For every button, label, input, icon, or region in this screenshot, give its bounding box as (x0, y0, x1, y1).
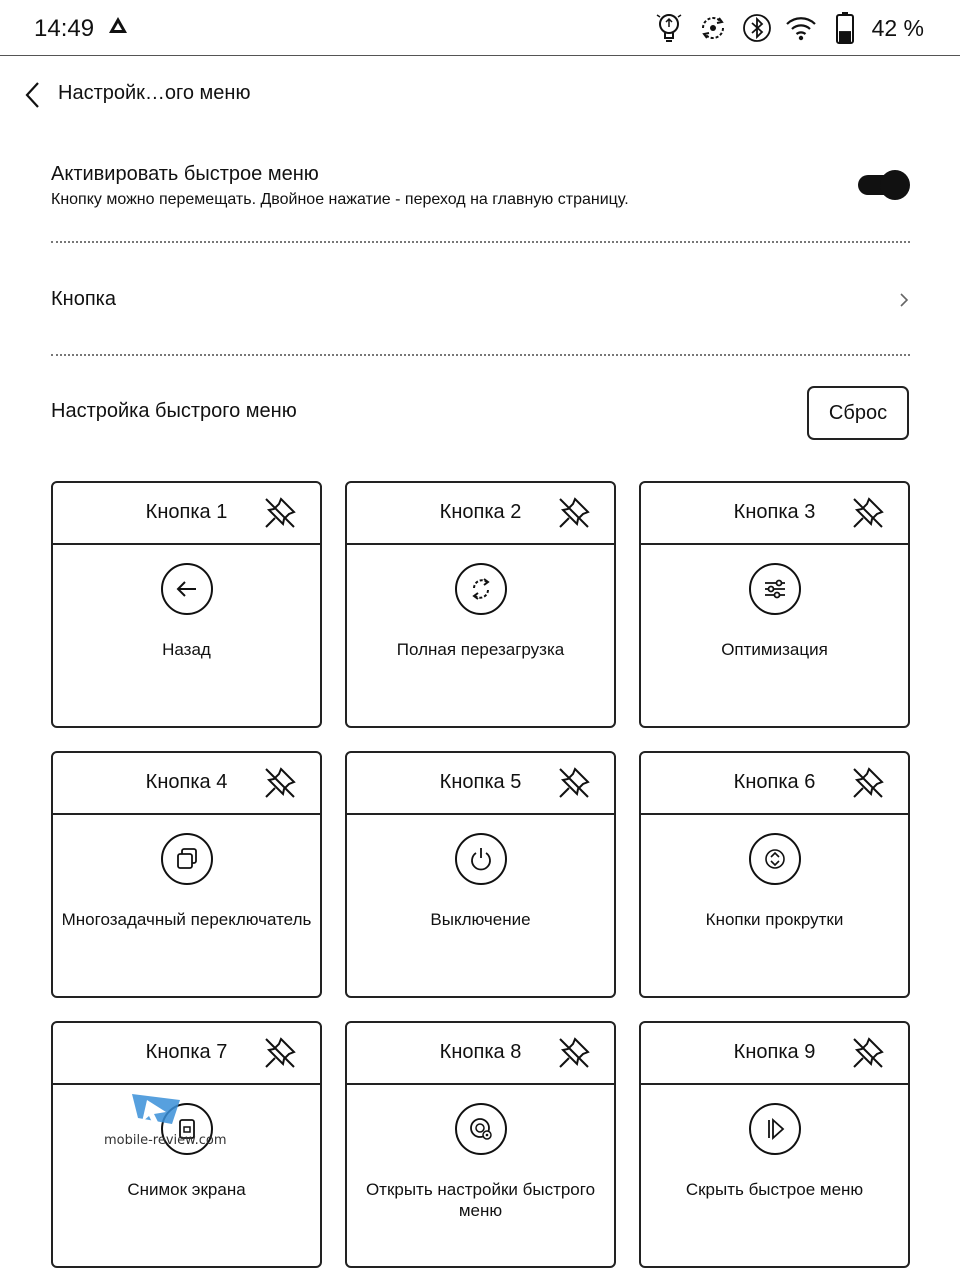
card-label: Полная перезагрузка (396, 640, 565, 659)
quick-menu-card-6[interactable] (639, 751, 910, 998)
card-header (347, 1023, 614, 1085)
pin-icon[interactable] (262, 1035, 298, 1071)
chevron-right-icon (898, 291, 910, 314)
quick-menu-card-1[interactable] (51, 481, 322, 728)
back-arrow-icon[interactable] (161, 563, 213, 615)
card-label: Скрыть быстрое меню (685, 1180, 864, 1199)
quick-menu-card-3[interactable] (639, 481, 910, 728)
quick-menu-toggle[interactable] (858, 170, 910, 200)
quick-menu-card-4[interactable] (51, 751, 322, 998)
card-header (347, 483, 614, 545)
pin-icon[interactable] (556, 765, 592, 801)
status-time: 14:49 (34, 15, 95, 42)
quick-menu-card-9[interactable] (639, 1021, 910, 1268)
divider (51, 241, 910, 243)
card-label: Многозадачный переключатель (61, 910, 312, 929)
card-header (53, 483, 320, 545)
card-label: Кнопки прокрутки (705, 910, 844, 929)
activate-quick-menu-description: Кнопку можно перемещать. Двойное нажатие - переход на главную страницу. (51, 191, 629, 208)
card-title: Кнопка 3 (733, 501, 816, 523)
bluetooth-icon[interactable] (740, 10, 774, 46)
watermark-text: mobile-review.com (104, 1133, 227, 1148)
status-bar (0, 0, 960, 56)
card-title: Кнопка 7 (145, 1041, 228, 1063)
pin-icon[interactable] (262, 495, 298, 531)
card-title: Кнопка 2 (439, 501, 522, 523)
power-icon[interactable] (455, 833, 507, 885)
pin-icon[interactable] (262, 765, 298, 801)
battery-percentage: 42 % (871, 14, 924, 41)
card-label: Снимок экрана (127, 1180, 246, 1199)
card-title: Кнопка 8 (439, 1041, 522, 1063)
quick-menu-card-5[interactable] (345, 751, 616, 998)
card-header (53, 753, 320, 815)
hide-menu-icon[interactable] (749, 1103, 801, 1155)
card-header (53, 1023, 320, 1085)
multitask-icon[interactable] (161, 833, 213, 885)
reset-button[interactable]: Сброс (807, 386, 909, 440)
quick-menu-card-8[interactable] (345, 1021, 616, 1268)
card-title: Кнопка 9 (733, 1041, 816, 1063)
pin-icon[interactable] (556, 1035, 592, 1071)
card-label: Открыть настройки быстрого меню (365, 1180, 596, 1220)
card-label: Оптимизация (721, 640, 828, 659)
divider (51, 354, 910, 356)
back-button[interactable] (20, 80, 46, 110)
pin-icon[interactable] (850, 495, 886, 531)
card-title: Кнопка 5 (439, 771, 522, 793)
quick-menu-settings-label: Настройка быстрого меню (51, 400, 297, 422)
card-header (347, 753, 614, 815)
card-title: Кнопка 6 (733, 771, 816, 793)
card-header (641, 1023, 908, 1085)
quick-menu-settings-icon[interactable] (455, 1103, 507, 1155)
card-label: Выключение (430, 910, 531, 929)
card-title: Кнопка 4 (145, 771, 228, 793)
card-header (641, 753, 908, 815)
battery-icon (828, 10, 862, 46)
wifi-icon[interactable] (784, 10, 818, 46)
pin-icon[interactable] (556, 495, 592, 531)
app-notification-icon (108, 16, 128, 41)
sliders-icon[interactable] (749, 563, 801, 615)
page-header (0, 70, 960, 120)
frontlight-icon[interactable] (652, 10, 686, 46)
sync-icon[interactable] (696, 10, 730, 46)
refresh-icon[interactable] (455, 563, 507, 615)
card-header (641, 483, 908, 545)
button-settings-row[interactable] (51, 282, 910, 322)
pin-icon[interactable] (850, 1035, 886, 1071)
card-title: Кнопка 1 (145, 501, 228, 523)
activate-quick-menu-title: Активировать быстрое меню (51, 163, 319, 185)
page-title: Настройк…ого меню (58, 82, 251, 104)
scroll-buttons-icon[interactable] (749, 833, 801, 885)
card-label: Назад (162, 640, 211, 659)
pin-icon[interactable] (850, 765, 886, 801)
quick-menu-card-2[interactable] (345, 481, 616, 728)
button-row-label: Кнопка (51, 288, 116, 310)
